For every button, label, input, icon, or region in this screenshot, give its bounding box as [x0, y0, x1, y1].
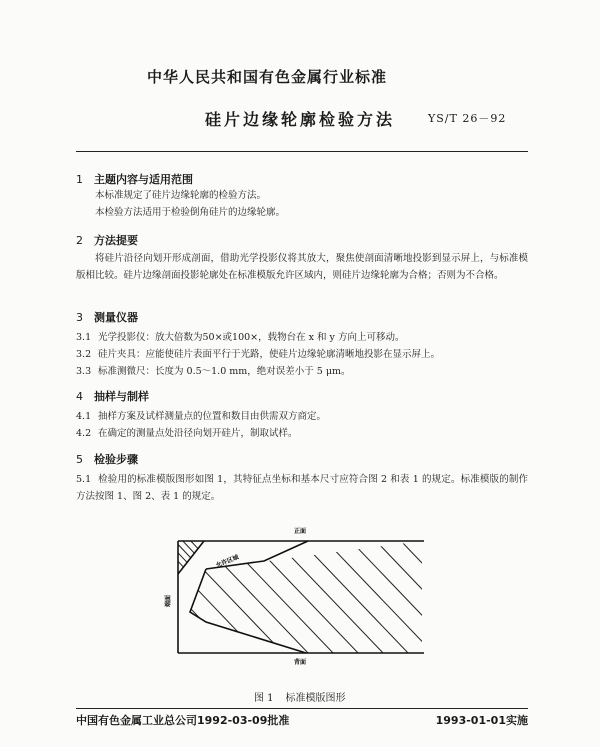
section-2-heading: 2 方法提要 [76, 234, 138, 247]
section-1-paragraph-1: 本标准规定了硅片边缘轮廓的检验方法。 [95, 190, 267, 201]
section-4-heading: 4 抽样与制样 [76, 390, 149, 403]
item-4-2: 4.2 在确定的测量点处沿径向划开硅片，制取试样。 [76, 428, 298, 439]
item-4-1: 4.1 抽样方案及试样测量点的位置和数目由供需双方商定。 [76, 411, 327, 422]
label-front: 正面 [293, 528, 307, 535]
section-1-heading: 1 主题内容与适用范围 [76, 173, 193, 186]
footer-rule [76, 708, 528, 709]
label-allowed-zone: 允许区域 [214, 553, 240, 570]
item-3-2: 3.2 硅片夹具：应能使硅片表面平行于光路，使硅片边缘轮廓清晰地投影在显示屏上。 [76, 349, 441, 360]
item-3-1: 3.1 光学投影仪：放大倍数为50×或100×，载物台在 x 和 y 方向上可移动。 [76, 332, 405, 343]
section-5-heading: 5 检验步骤 [76, 453, 138, 466]
approval-date: 中国有色金属工业总公司1992-03-09批准 [76, 714, 290, 727]
hatch-area [100, 540, 510, 655]
label-end-face: 端面 [165, 594, 172, 608]
item-3-3: 3.3 标准测微尺：长度为 0.5～1.0 mm，绝对误差小于 5 μm。 [76, 366, 351, 377]
section-3-heading: 3 测量仪器 [76, 311, 138, 324]
item-5-1: 5.1 检验用的标准模版图形如图 1，其特征点坐标和基本尺寸应符合图 2 和表 1 的规定。标准模版的制作方法按图 1、图 2、表 1 的规定。 [76, 474, 528, 502]
section-1-paragraph-2: 本检验方法适用于检验倒角硅片的边缘轮廓。 [95, 207, 286, 218]
figure-caption: 图 1 标准模版图形 [254, 693, 346, 704]
label-back: 背面 [293, 659, 307, 666]
standard-code: YS/T 26－92 [428, 112, 507, 125]
document-title: 硅片边缘轮廓检验方法 [205, 110, 396, 129]
effective-date: 1993-01-01实施 [435, 714, 528, 727]
issuing-organization: 中华人民共和国有色金属行业标准 [147, 68, 388, 86]
section-2-paragraph: 将硅片沿径向划开形成剖面，借助光学投影仪将其放大，聚焦使剖面清晰地投影到显示屏上，与标准模版相比较。硅片边缘剖面投影轮廓处在标准模版允许区域内，则硅片边缘轮廓为合格；否则为不合格。 [76, 253, 528, 281]
